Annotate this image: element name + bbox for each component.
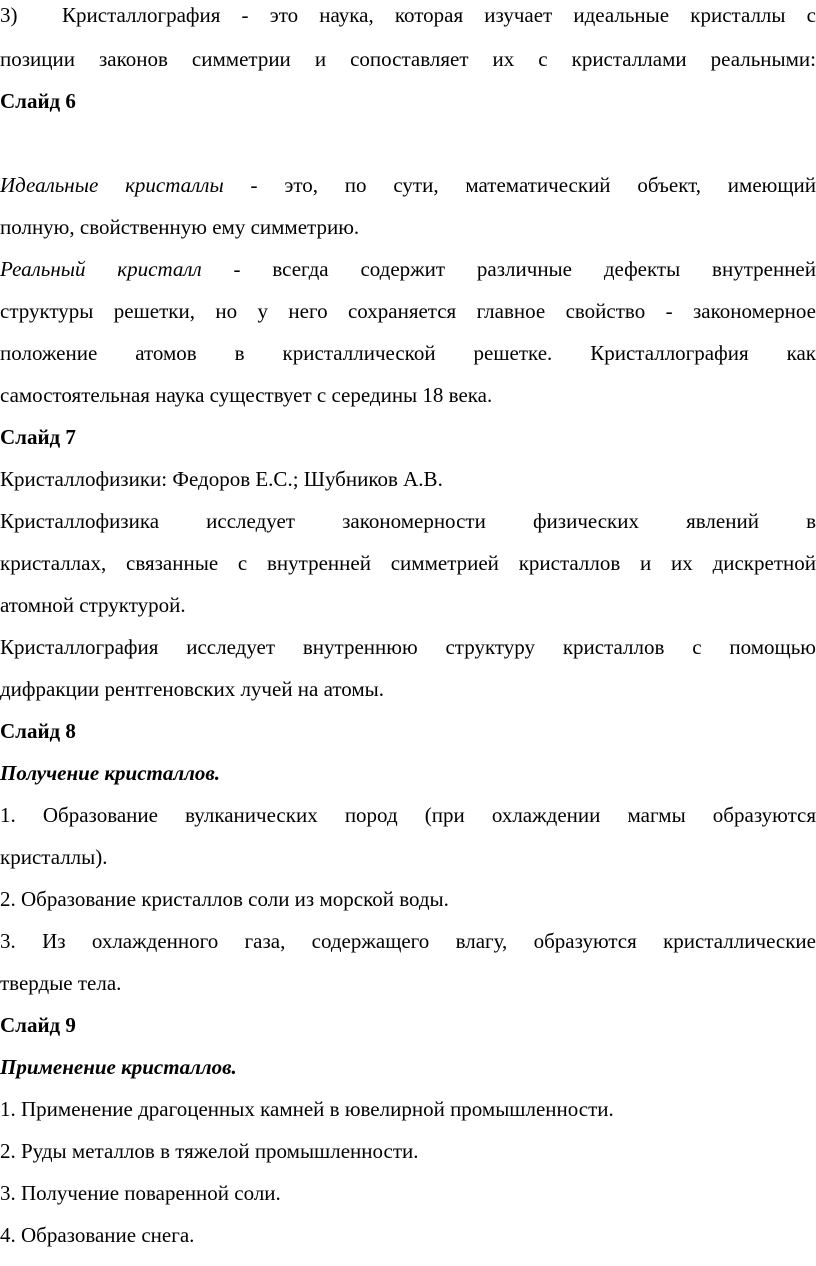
real-crystal-line-4: самостоятельная наука существует с середины 18 века. [0,383,493,407]
crystallography-line-2: дифракции рентгеновских лучей на атомы. [0,677,385,701]
application-item-3: 3. Получение поваренной соли. [0,1181,281,1205]
obtaining-item-3-line-2: твердые тела. [0,971,122,995]
crystal-physics-line-1: Кристаллофизика исследует закономерности физических явлений в [0,509,816,533]
obtaining-item-3-line-1: 3. Из охлажденного газа, содержащего влагу, образуются кристаллические [0,929,816,953]
real-crystal-line-2: структуры решетки, но у него сохраняется главное свойство - закономерное [0,299,816,323]
slide9-subheading: Применение кристаллов. [0,1055,237,1079]
obtaining-item-1-line-1: 1. Образование вулканических пород (при охлаждении магмы образуются [0,803,816,827]
intro-number: 3) [0,3,18,27]
intro-line-2: позиции законов симметрии и сопоставляет их с кристаллами реальными: [0,47,816,71]
slide9-heading: Слайд 9 [0,1013,76,1037]
ideal-crystals-line-2: полную, свойственную ему симметрию. [0,215,360,239]
obtaining-item-2: 2. Образование кристаллов соли из морской воды. [0,887,449,911]
obtaining-item-1-line-2: кристаллы). [0,845,108,869]
crystal-physicists: Кристаллофизики: Федоров Е.С.; Шубников А.В. [0,467,443,491]
real-crystal-line-3: положение атомов в кристаллической решетке. Кристаллография как [0,341,816,365]
ideal-crystals-line-1 [0,172,816,198]
slide8-subheading: Получение кристаллов. [0,761,221,785]
crystal-physics-line-3: атомной структурой. [0,593,186,617]
slide6-heading: Слайд 6 [0,89,76,113]
application-item-4: 4. Образование снега. [0,1223,195,1247]
intro-text-1: Кристаллография - это наука, которая изучает идеальные кристаллы с [62,3,816,27]
real-crystal-text-1: - всегда содержит различные дефекты внутренней [201,257,816,281]
slide7-heading: Слайд 7 [0,425,76,449]
application-item-2: 2. Руды металлов в тяжелой промышленности. [0,1139,419,1163]
real-crystal-line-1 [0,256,816,282]
crystallography-line-1: Кристаллография исследует внутреннюю структуру кристаллов с помощью [0,635,816,659]
application-item-1: 1. Применение драгоценных камней в ювелирной промышленности. [0,1097,614,1121]
ideal-crystals-text-1: - это, по сути, математический объект, имеющий [223,173,816,197]
ideal-crystals-term: Идеальные кристаллы [0,173,224,197]
intro-line-1 [0,2,816,28]
slide8-heading: Слайд 8 [0,719,76,743]
crystal-physics-line-2: кристаллах, связанные с внутренней симметрией кристаллов и их дискретной [0,551,816,575]
real-crystal-term: Реальный кристалл [0,257,202,281]
